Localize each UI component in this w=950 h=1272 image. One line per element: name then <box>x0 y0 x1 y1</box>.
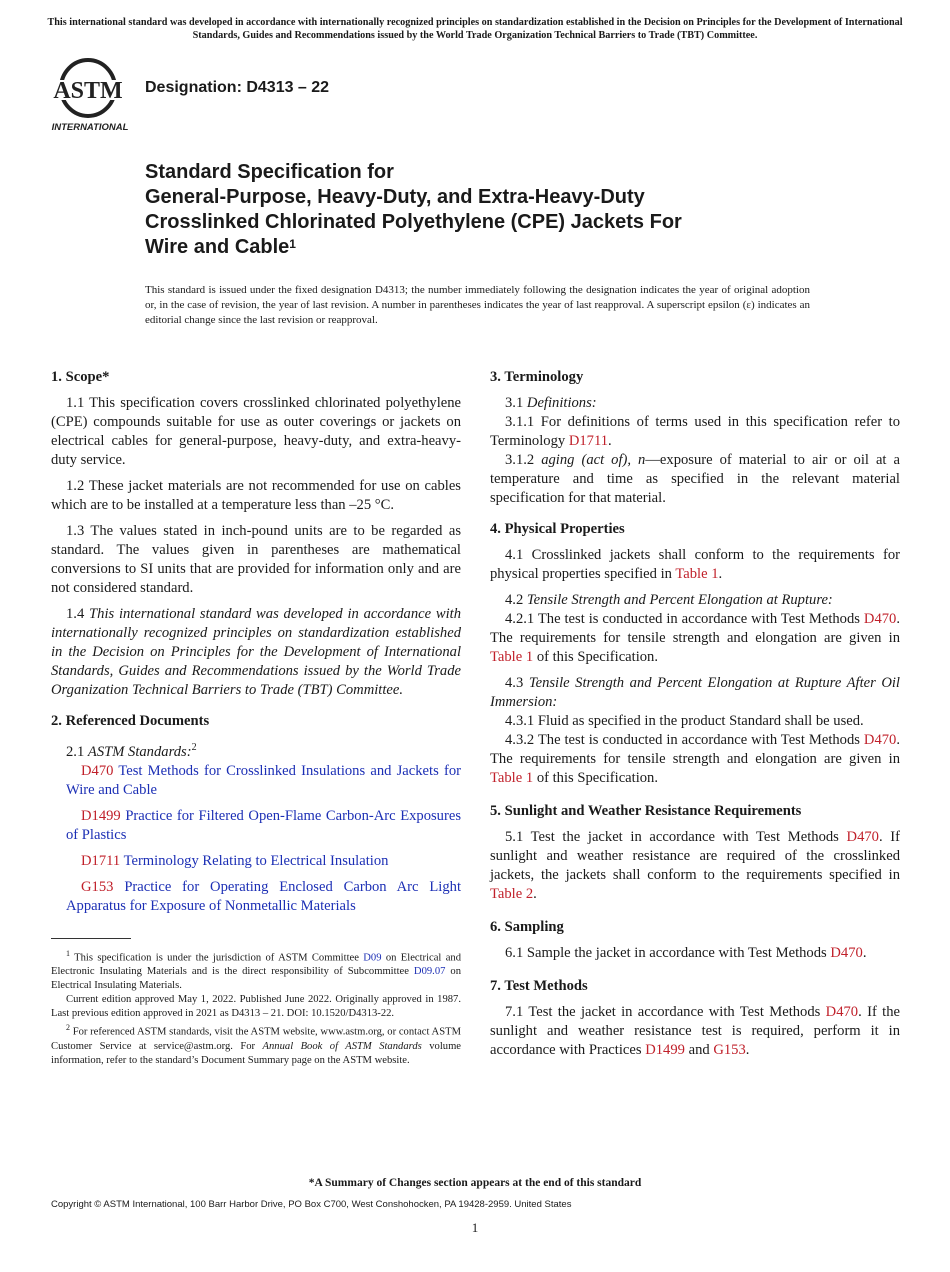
paragraph-4-3-2: 4.3.2 The test is conducted in accordance with Test Methods D470. The requirements for tensile strength and elongation are given in Table 1 of this Specification. <box>490 732 900 786</box>
svg-text:INTERNATIONAL: INTERNATIONAL <box>51 122 129 133</box>
footnote-1-edition: Current edition approved May 1, 2022. Published June 2022. Originally approved in 1987. Last previous edition approved in 2021 as D4313 – 21. DOI: 10.1520/D4313-22. <box>51 994 461 1020</box>
paragraph-4-2: 4.2 Tensile Strength and Percent Elongation at Rupture: <box>505 592 833 608</box>
link-d09[interactable]: D09 <box>363 952 382 964</box>
paragraph-1-3: 1.3 The values stated in inch-pound units are to be regarded as standard. The values given in parentheses are mathematical conversions to SI units that are provided for information only and are not considered standard. <box>51 523 461 596</box>
footnotes <box>51 947 461 1068</box>
link-d1711[interactable]: D1711 <box>568 433 609 449</box>
link-d470[interactable]: D470 <box>846 829 879 845</box>
paragraph-4-1: 4.1 Crosslinked jackets shall conform to the requirements for physical properties specified in Table 1. <box>490 547 900 582</box>
paragraph-3-1-1: 3.1.1 For definitions of terms used in this specification refer to Terminology D1711. <box>490 414 900 449</box>
section-heading-test-methods: 7. Test Methods <box>490 978 588 994</box>
svg-text:ASTM: ASTM <box>53 78 123 104</box>
copyright-line: Copyright © ASTM International, 100 Barr Harbor Drive, PO Box C700, West Conshohocken, PA 19428-2959. United States <box>51 1199 572 1210</box>
reference-d1499[interactable]: D1499 Practice for Filtered Open-Flame Carbon-Arc Exposures of Plastics <box>66 807 461 843</box>
reference-g153[interactable]: G153 Practice for Operating Enclosed Carbon Arc Light Apparatus for Exposure of Nonmetallic Materials <box>66 878 461 914</box>
section-heading-scope: 1. Scope* <box>51 369 110 385</box>
footnote-1: $^1$ This specification is under the jurisdiction of ASTM Committee D09 on Electrical and Electronic Insulating Materials and is the direct responsibility of Subcommittee D09.07 on Electrical Insulating Materials. <box>51 948 462 992</box>
paragraph-1-4: 1.4 This international standard was developed in accordance with internationally recognized principles on standardization established in the Decision on Principles for the Development of International Standards, Guides and Recommendations issued by the World Trade Organization Technical Barriers to Trade (TBT) Committee. <box>51 606 462 698</box>
paragraph-6-1: 6.1 Sample the jacket in accordance with Test Methods D470. <box>505 945 867 961</box>
designation: Designation: D4313 – 22 <box>145 79 330 96</box>
link-table-1[interactable]: Table 1 <box>490 649 534 665</box>
link-d09-07[interactable]: D09.07 <box>413 966 446 978</box>
left-column <box>51 366 461 1068</box>
link-table-1[interactable]: Table 1 <box>675 566 719 582</box>
reference-d470[interactable]: D470 Test Methods for Crosslinked Insulations and Jackets for Wire and Cable <box>66 762 461 798</box>
paragraph-5-1: 5.1 Test the jacket in accordance with Test Methods D470. If sunlight and weather resistance are required of the crosslinked jackets, the jackets shall conform to the requirements specified in Table 2. <box>490 829 900 902</box>
document-title: Standard Specification for General-Purpose, Heavy-Duty, and Extra-Heavy-Duty Crosslinked Chlorinated Polyethylene (CPE) Jackets For Wire and Cable$^1$ <box>145 161 682 258</box>
link-table-2[interactable]: Table 2 <box>490 886 534 902</box>
paragraph-4-3: 4.3 Tensile Strength and Percent Elongation at Rupture After Oil Immersion: <box>490 675 900 710</box>
section-heading-terminology: 3. Terminology <box>490 369 584 385</box>
right-column <box>490 366 900 1067</box>
paragraph-3-1: 3.1 Definitions: <box>505 395 597 411</box>
astm-logo <box>50 54 136 134</box>
link-d470[interactable]: D470 <box>830 945 863 961</box>
link-d470[interactable]: D470 <box>825 1004 859 1020</box>
summary-of-changes-note: *A Summary of Changes section appears at the end of this standard <box>308 1177 642 1189</box>
paragraph-3-1-2: 3.1.2 aging (act of), n—exposure of material to air or oil at a temperature and time as specified in the relevant material specification for that material. <box>490 452 900 506</box>
paragraph-2-1: 2.1 ASTM Standards:$^2$ <box>66 742 197 760</box>
footnote-2: $^2$ For referenced ASTM standards, visit the ASTM website, www.astm.org, or contact ASTM Customer Service at service@astm.org. For Annual Book of ASTM Standards volume information, refer to the standard’s Document Summary page on the ASTM website. <box>51 1023 462 1066</box>
link-d470[interactable]: D470 <box>863 611 897 627</box>
section-heading-referenced-documents: 2. Referenced Documents <box>51 713 210 729</box>
link-table-1[interactable]: Table 1 <box>490 770 534 786</box>
footnote-divider <box>51 938 131 939</box>
paragraph-1-2: 1.2 These jacket materials are not recommended for use on cables which are to be installed at a temperature less than –25 °C. <box>51 478 461 513</box>
link-d1499[interactable]: D1499 <box>645 1042 685 1058</box>
section-heading-sunlight-weather: 5. Sunlight and Weather Resistance Requirements <box>490 803 802 819</box>
paragraph-1-1: 1.1 This specification covers crosslinked chlorinated polyethylene (CPE) compounds suitable for use as outer coverings or jackets on electrical cables for general-purpose, heavy-duty, and extra-heavy-duty service. <box>51 395 461 468</box>
issuance-notice: This standard is issued under the fixed designation D4313; the number immediately following the designation indicates the year of original adoption or, in the case of revision, the year of last revision. A number in parentheses indicates the year of last reapproval. A superscript epsilon (ε) indicates an editorial change since the last revision or reapproval. <box>145 284 810 326</box>
paragraph-4-2-1: 4.2.1 The test is conducted in accordance with Test Methods D470. The requirements for tensile strength and elongation are given in Table 1 of this Specification. <box>490 611 900 665</box>
page-number: 1 <box>471 1220 479 1235</box>
link-g153[interactable]: G153 <box>713 1042 746 1058</box>
link-d470[interactable]: D470 <box>863 732 897 748</box>
reference-list <box>51 762 461 916</box>
paragraph-7-1: 7.1 Test the jacket in accordance with Test Methods D470. If the sunlight and weather resistance test is required, perform it in accordance with Practices D1499 and G153. <box>490 1004 900 1058</box>
paragraph-4-3-1: 4.3.1 Fluid as specified in the product Standard shall be used. <box>505 713 864 729</box>
section-heading-physical-properties: 4. Physical Properties <box>490 521 625 537</box>
reference-d1711[interactable]: D1711 Terminology Relating to Electrical Insulation <box>81 852 389 869</box>
section-heading-sampling: 6. Sampling <box>490 919 564 935</box>
tbt-banner: This international standard was developed in accordance with internationally recognized principles on standardization established in the Decision on Principles for the Development of International Standards, Guides and Recommendations issued by the World Trade Organization Technical Barriers to Trade (TBT) Committee. <box>47 17 903 41</box>
